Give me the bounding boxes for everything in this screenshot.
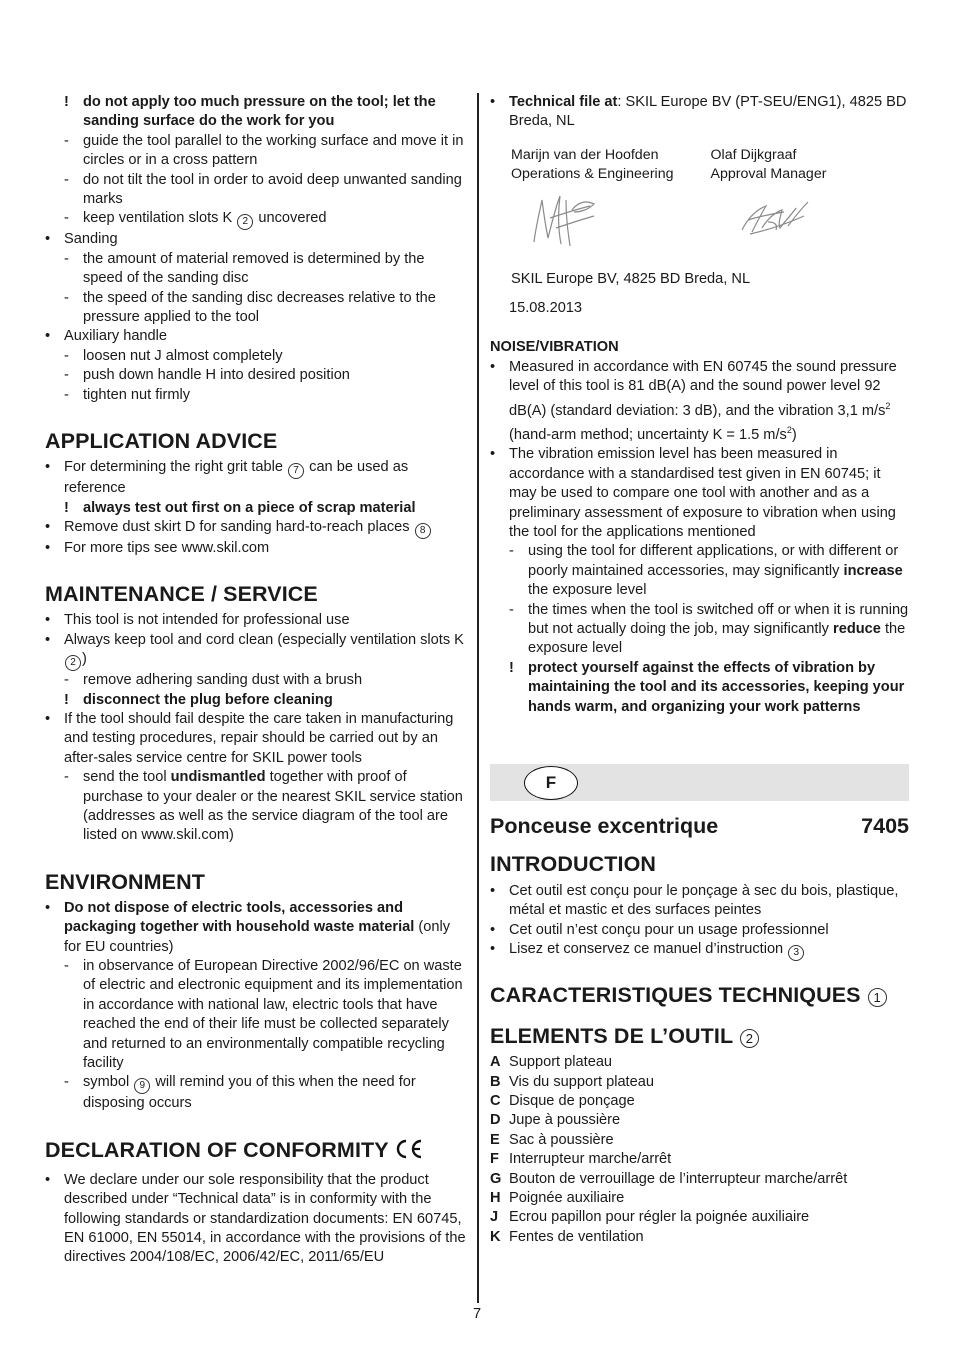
list-item: • Cet outil est conçu pour le ponçage à sec du bois, plastique, métal et mastic et des surfaces peintes bbox=[490, 883, 899, 919]
list-item: B Vis du support plateau bbox=[490, 1073, 654, 1090]
list-item: - tighten nut firmly bbox=[64, 386, 191, 403]
heading-tool-elements: ELEMENTS DE L’OUTIL 2 bbox=[490, 1023, 909, 1049]
figure-ref-2: 2 bbox=[65, 655, 81, 671]
list-item: - the speed of the sanding disc decreases relative to the pressure applied to the tool bbox=[64, 289, 436, 326]
company-address: SKIL Europe BV, 4825 BD Breda, NL bbox=[511, 270, 751, 287]
list-item: • We declare under our sole responsibility that the product described under “Technical data” is in conformity with the following standards or standardization documents: EN 60745, EN 61000, EN 55014, in accordance with the provisions of the directives 2004/108/EC, 2006/42/EC, 2011/65/EU bbox=[45, 1171, 466, 1266]
signatory-name: Marijn van der Hoofden bbox=[511, 146, 659, 163]
list-item: • The vibration emission level has been measured in accordance with a standardised test given in EN 60745; it may be used to compare one tool with another and as a preliminary assessment of exposure to vibration when using the tool for the applications mentioned bbox=[490, 446, 896, 540]
language-badge: F bbox=[524, 766, 578, 800]
list-item: D Jupe à poussière bbox=[490, 1112, 621, 1129]
signatory-table bbox=[511, 146, 910, 184]
list-item: - remove adhering sanding dust with a brush bbox=[64, 672, 363, 689]
signatory-name: Olaf Dijkgraaf bbox=[710, 146, 797, 163]
list-item: - guide the tool parallel to the working surface and move it in circles or in a cross pattern bbox=[64, 132, 464, 169]
list-item: • This tool is not intended for professional use bbox=[45, 612, 350, 629]
signatory-role: Approval Manager bbox=[710, 165, 827, 182]
list-item: G Bouton de verrouillage de l’interrupteur marche/arrêt bbox=[490, 1170, 848, 1187]
french-section bbox=[490, 813, 909, 1247]
right-column bbox=[490, 93, 910, 717]
list-item: • Do not dispose of electric tools, accessories and packaging together with household waste material (only for EU countries) bbox=[45, 899, 451, 955]
figure-ref-3: 3 bbox=[788, 945, 804, 961]
figure-ref-2: 2 bbox=[237, 214, 253, 230]
signature-image bbox=[738, 196, 812, 240]
list-item: • If the tool should fail despite the care taken in manufacturing and testing procedures, repair should be carried out by an after-sales service centre for SKIL power tools bbox=[45, 710, 454, 766]
column-divider bbox=[477, 93, 479, 1303]
list-item: • For more tips see www.skil.com bbox=[45, 539, 270, 556]
list-item: A Support plateau bbox=[490, 1054, 613, 1071]
list-item: • Sanding bbox=[45, 231, 118, 248]
figure-ref-7: 7 bbox=[288, 463, 304, 479]
heading-maintenance-service: MAINTENANCE / SERVICE bbox=[45, 582, 318, 607]
product-number: 7405 bbox=[861, 814, 909, 838]
list-item: - do not tilt the tool in order to avoid deep unwanted sanding marks bbox=[64, 171, 462, 208]
figure-ref-8: 8 bbox=[415, 523, 431, 539]
signature-image bbox=[528, 188, 608, 250]
list-item: F Interrupteur marche/arrêt bbox=[490, 1151, 672, 1168]
list-item: • Auxiliary handle bbox=[45, 328, 168, 345]
warning-pressure: ! do not apply too much pressure on the tool; let the sanding surface do the work for you bbox=[64, 94, 436, 130]
heading-noise-vibration: NOISE/VIBRATION bbox=[490, 338, 619, 355]
heading-specifications: CARACTERISTIQUES TECHNIQUES 1 bbox=[490, 982, 909, 1008]
list-item: • Lisez et conservez ce manuel d’instruction 3 bbox=[490, 940, 909, 961]
heading-introduction: INTRODUCTION bbox=[490, 852, 657, 876]
list-item: - the times when the tool is switched off or when it is running but not actually doing the job, may significantly reduce the exposure level bbox=[509, 601, 909, 657]
list-item: - using the tool for different applications, or with different or poorly maintained accessories, may significantly increase the exposure level bbox=[509, 543, 903, 599]
warning-vibration: ! protect yourself against the effects of vibration by maintaining the tool and its accessories, keeping your hands warm, and organizing your work patterns bbox=[509, 659, 905, 715]
list-item: - send the tool undismantled together with proof of purchase to your dealer or the nearest SKIL service station (addresses as well as the service diagram of the tool are listed on www.skil.com) bbox=[64, 769, 463, 844]
list-item: • Always keep tool and cord clean (especially ventilation slots K2 ) bbox=[45, 631, 467, 671]
heading-application-advice: APPLICATION ADVICE bbox=[45, 429, 278, 454]
page-number: 7 bbox=[472, 1306, 482, 1322]
list-item: - push down handle H into desired position bbox=[64, 367, 350, 384]
product-title: Ponceuse excentrique 7405 bbox=[490, 814, 909, 838]
list-item: • Measured in accordance with EN 60745 the sound pressure level of this tool is 81 dB(A) and the sound power level 92 dB(A) (standard deviation: 3 dB), and the vibration 3,1 $m/s^2$ (hand-arm method; uncertainty K = 1.5 $m/s^2$) bbox=[490, 359, 897, 443]
signatory-role: Operations & Engineering bbox=[511, 165, 674, 182]
list-item: E Sac à poussière bbox=[490, 1131, 614, 1148]
figure-ref-9: 9 bbox=[134, 1078, 150, 1094]
figure-ref-2: 2 bbox=[740, 1029, 759, 1048]
list-item: - in observance of European Directive 2002/96/EC on waste of electric and electronic equipment and its implementation in accordance with national law, electric tools that have reached the end of their life must be collected separately and returned to an environmentally compatible recycling facility bbox=[64, 958, 463, 1072]
list-item: J Ecrou papillon pour régler la poignée auxiliaire bbox=[490, 1209, 810, 1226]
list-item: • For determining the right grit table 7 can be used as reference bbox=[45, 459, 409, 497]
list-item: - symbol 9 will remind you of this when the need for disposing occurs bbox=[64, 1074, 416, 1112]
exclamation-marker: ! bbox=[64, 94, 69, 110]
list-item: • Remove dust skirt D for sanding hard-to-reach places 8 bbox=[45, 518, 467, 539]
declaration-date: 15.08.2013 bbox=[509, 300, 583, 317]
list-item: - loosen nut J almost completely bbox=[64, 347, 283, 364]
figure-ref-1: 1 bbox=[868, 988, 887, 1007]
warning-scrap-test: ! always test out first on a piece of scrap material bbox=[64, 499, 416, 516]
language-bar bbox=[490, 764, 909, 801]
heading-environment: ENVIRONMENT bbox=[45, 869, 205, 894]
parts-list bbox=[490, 1053, 909, 1247]
list-item: K Fentes de ventilation bbox=[490, 1228, 644, 1245]
list-item: • Cet outil n’est conçu pour un usage professionnel bbox=[490, 921, 829, 938]
warning-unplug: ! disconnect the plug before cleaning bbox=[64, 691, 333, 708]
list-item: • Technical file at: SKIL Europe BV (PT-SEU/ENG1), 4825 BD Breda, NL bbox=[490, 94, 907, 130]
left-column bbox=[45, 93, 467, 1268]
ce-mark-icon bbox=[394, 1139, 424, 1165]
list-item: - the amount of material removed is determined by the speed of the sanding disc bbox=[64, 250, 425, 287]
signatures bbox=[490, 184, 910, 270]
list-item: H Poignée auxiliaire bbox=[490, 1190, 625, 1207]
list-item: - keep ventilation slots K 2 uncovered bbox=[45, 209, 467, 230]
list-item: C Disque de ponçage bbox=[490, 1093, 635, 1110]
heading-declaration-of-conformity: DECLARATION OF CONFORMITY bbox=[45, 1137, 467, 1165]
